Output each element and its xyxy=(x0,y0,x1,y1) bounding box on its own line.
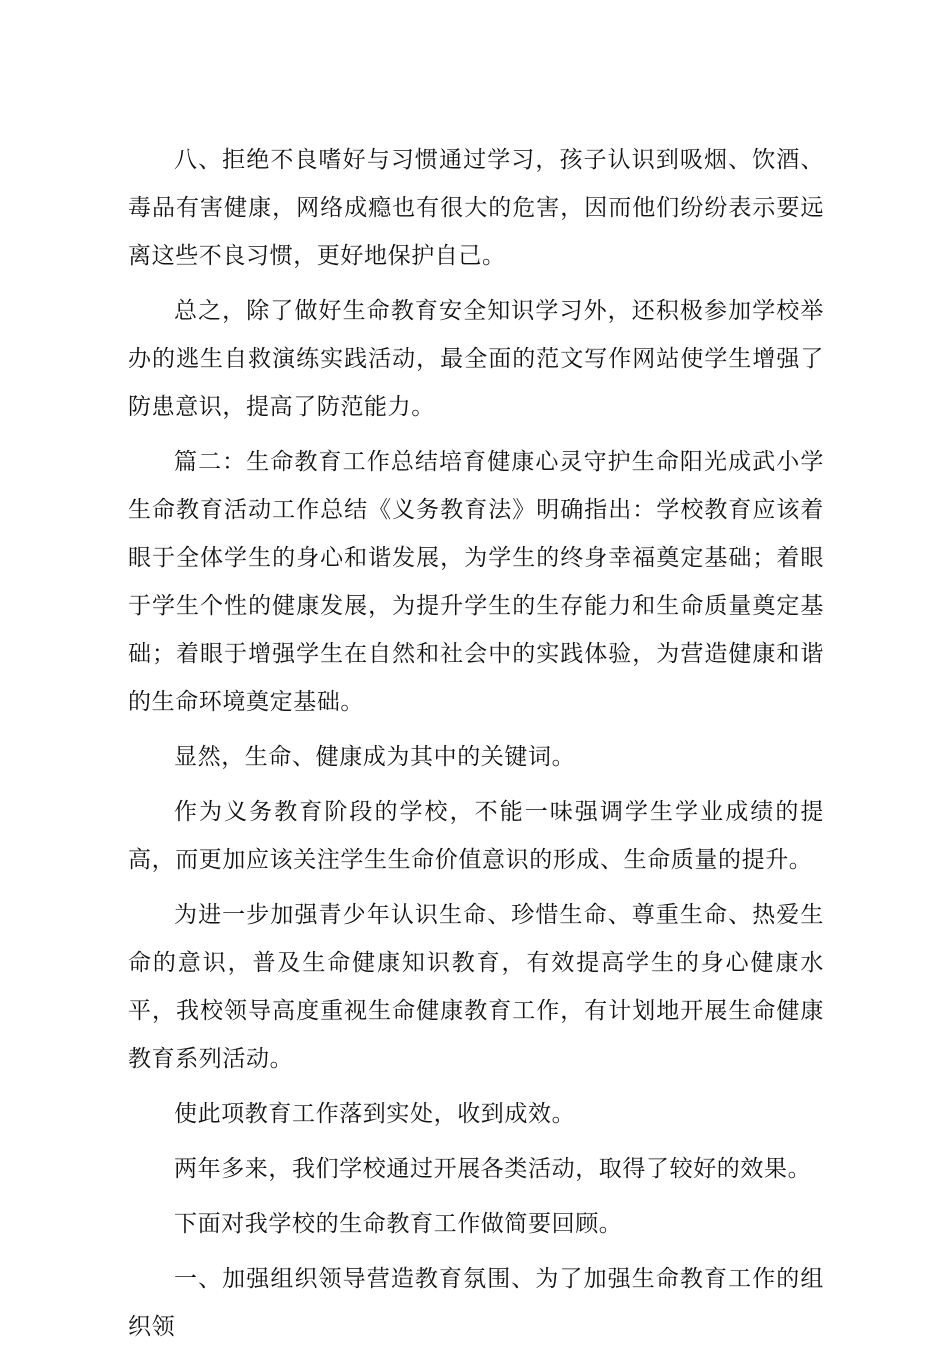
paragraph-1: 八、拒绝不良嗜好与习惯通过学习，孩子认识到吸烟、饮酒、毒品有害健康，网络成瘾也有很大的危害，因而他们纷纷表示要远离这些不良习惯，更好地保护自己。 xyxy=(128,147,824,269)
paragraph-4: 显然，生命、健康成为其中的关键词。 xyxy=(174,744,576,770)
paragraph-7: 使此项教育工作落到实处，收到成效。 xyxy=(174,1101,576,1127)
paragraph-3: 篇二：生命教育工作总结培育健康心灵守护生命阳光成武小学生命教育活动工作总结《义务教育法》明确指出：学校教育应该着眼于全体学生的身心和谐发展，为学生的终身幸福奠定基础；着眼于学生个性的健康发展，为提升学生的生存能力和生命质量奠定基础；着眼于增强学生在自然和社会中的实践体验，为营造健康和谐的生命环境奠定基础。 xyxy=(128,449,824,715)
document-body xyxy=(128,136,824,1358)
paragraph-8: 两年多来，我们学校通过开展各类活动，取得了较好的效果。 xyxy=(174,1156,812,1182)
paragraph-10: 一、加强组织领导营造教育氛围、为了加强生命教育工作的组织领 xyxy=(128,1266,824,1340)
paragraph-9: 下面对我学校的生命教育工作做简要回顾。 xyxy=(174,1211,623,1237)
paragraph-6: 为进一步加强青少年认识生命、珍惜生命、尊重生命、热爱生命的意识，普及生命健康知识教育，有效提高学生的身心健康水平，我校领导高度重视生命健康教育工作，有计划地开展生命健康教育系列活动。 xyxy=(128,902,824,1072)
paragraph-5: 作为义务教育阶段的学校，不能一味强调学生学业成绩的提高，而更加应该关注学生生命价值意识的形成、生命质量的提升。 xyxy=(128,799,824,873)
paragraph-2: 总之，除了做好生命教育安全知识学习外，还积极参加学校举办的逃生自救演练实践活动，最全面的范文写作网站使学生增强了防患意识，提高了防范能力。 xyxy=(128,298,824,420)
